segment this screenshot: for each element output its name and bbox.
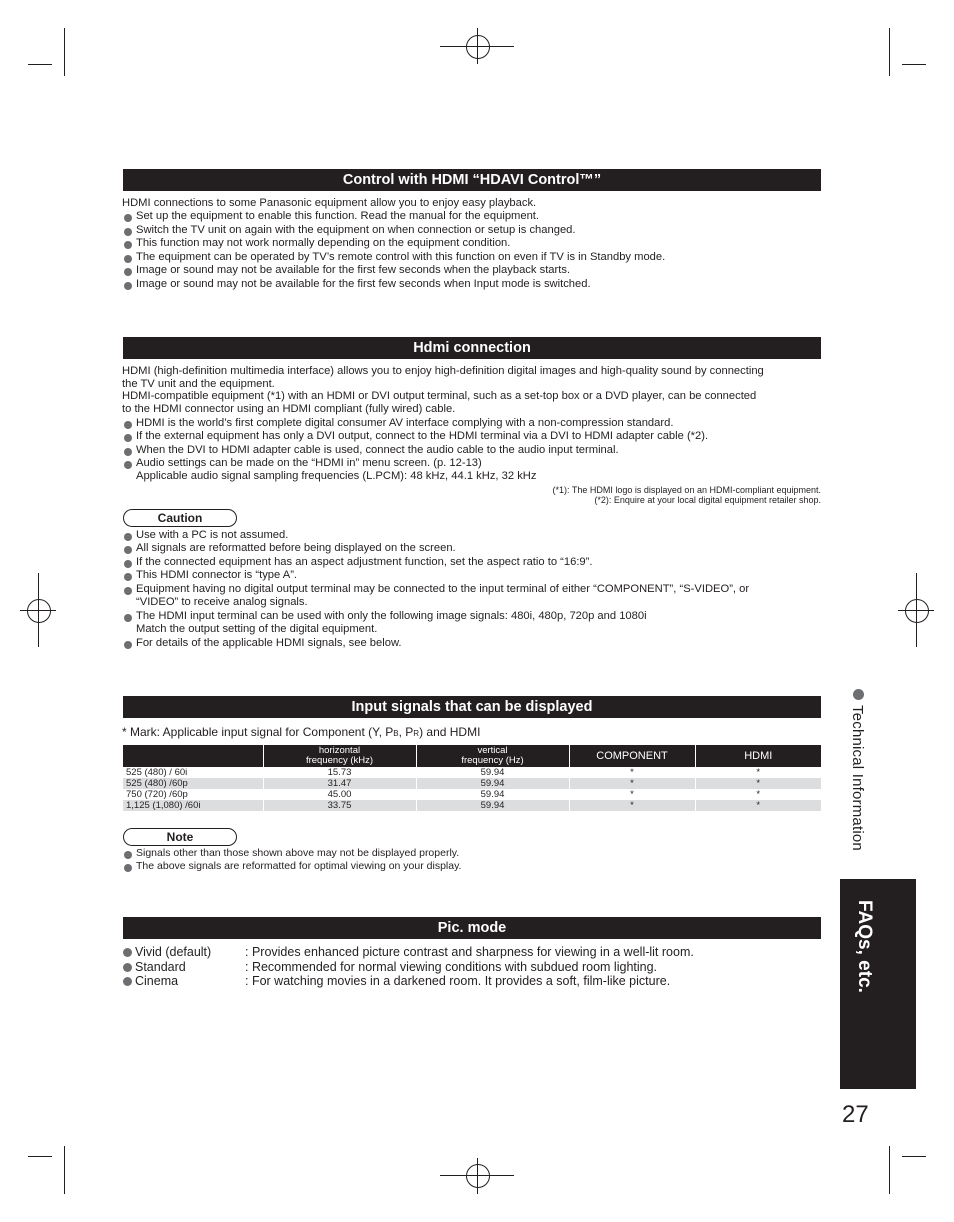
input-signals-table — [123, 745, 821, 811]
header-hdmi: HDMI — [695, 745, 821, 767]
crop-mark — [902, 64, 926, 65]
hdavi-bullet: Set up the equipment to enable this function. Read the manual for the equipment. — [122, 210, 539, 224]
hdavi-bullet: This function may not work normally depending on the equipment condition. — [122, 237, 510, 251]
side-subsection-label: Technical Information — [849, 705, 866, 851]
picmode-desc-vivid: : Provides enhanced picture contrast and sharpness for viewing in a well-lit room. — [245, 945, 694, 959]
section-header-signals: Input signals that can be displayed — [123, 696, 821, 718]
hdmi-para: HDMI (high-definition multimedia interface) allows you to enjoy high-definition digital images and high-quality sound by connecting — [122, 365, 764, 377]
crop-mark — [28, 1156, 52, 1157]
hdmi-bullet: HDMI is the world’s first complete digital consumer AV interface complying with a non-compression standard. — [122, 417, 673, 431]
section-header-hdavi: Control with HDMI “HDAVI Control™” — [123, 169, 821, 191]
caution-label: Caution — [123, 509, 237, 527]
crop-mark — [889, 1146, 890, 1194]
hdmi-bullet: Audio settings can be made on the “HDMI in” menu screen. (p. 12-13) — [122, 457, 482, 471]
picmode-name-cinema: Cinema — [122, 974, 178, 989]
header-vertical-frequency: vertical frequency (Hz) — [416, 745, 569, 767]
component-mark-note: * Mark: Applicable input signal for Component (Y, PB, PR) and HDMI — [122, 725, 481, 739]
picmode-name-standard: Standard — [122, 960, 186, 975]
hdmi-bullet: When the DVI to HDMI adapter cable is used, connect the audio cable to the audio input terminal. — [122, 444, 619, 458]
picmode-desc-standard: : Recommended for normal viewing conditions with subdued room lighting. — [245, 960, 658, 974]
table-row: 750 (720) /60p 45.00 59.94 * * — [123, 789, 821, 800]
table-row: 1,125 (1,080) /60i 33.75 59.94 * * — [123, 800, 821, 811]
hdavi-bullet: Image or sound may not be available for the first few seconds when Input mode is switched. — [122, 278, 591, 292]
caution-bullet: If the connected equipment has an aspect adjustment function, set the aspect ratio to “16:9”. — [122, 556, 592, 570]
hdavi-bullet: Switch the TV unit on again with the equipment on when connection or setup is changed. — [122, 224, 576, 238]
crop-mark — [28, 64, 52, 65]
audio-frequencies: Applicable audio signal sampling frequencies (L.PCM): 48 kHz, 44.1 kHz, 32 kHz — [136, 470, 537, 482]
header-horizontal-frequency: horizontal frequency (kHz) — [263, 745, 416, 767]
hdmi-para: HDMI-compatible equipment (*1) with an HDMI or DVI output terminal, such as a set-top box or a DVD player, can be connected — [122, 390, 757, 402]
hdmi-bullet: If the external equipment has only a DVI output, connect to the HDMI terminal via a DVI to HDMI adapter cable (*2). — [122, 430, 708, 444]
header-signal — [123, 745, 263, 767]
caution-bullet: The HDMI input terminal can be used with only the following image signals: 480i, 480p, 720p and 1080i — [122, 610, 647, 624]
caution-bullet: Use with a PC is not assumed. — [122, 529, 288, 543]
header-component: COMPONENT — [569, 745, 695, 767]
crop-mark — [902, 1156, 926, 1157]
caution-continuation: “VIDEO” to receive analog signals. — [136, 596, 308, 608]
hdmi-para: to the HDMI connector using an HDMI compliant (fully wired) cable. — [122, 403, 456, 415]
hdavi-bullet: The equipment can be operated by TV’s remote control with this function on even if TV is in Standby mode. — [122, 251, 665, 265]
picmode-desc-cinema: : For watching movies in a darkened room. It provides a soft, film-like picture. — [245, 974, 671, 988]
crop-mark — [889, 28, 890, 76]
hdavi-bullet: Image or sound may not be available for the first few seconds when the playback starts. — [122, 264, 570, 278]
caution-bullet: This HDMI connector is “type A”. — [122, 569, 297, 583]
picmode-name-vivid: Vivid (default) — [122, 945, 211, 960]
caution-bullet: For details of the applicable HDMI signals, see below. — [122, 637, 402, 651]
footnote: (*2): Enquire at your local digital equipment retailer shop. — [594, 495, 821, 505]
caution-continuation: Match the output setting of the digital equipment. — [136, 623, 378, 635]
caution-bullet: Equipment having no digital output terminal may be connected to the input terminal of either “COMPONENT”, “S-VIDEO”, or — [122, 583, 749, 597]
chapter-tab-label: FAQs, etc. — [854, 900, 875, 993]
note-bullet: The above signals are reformatted for optimal viewing on your display. — [122, 860, 461, 874]
crop-mark — [64, 28, 65, 76]
table-header-row — [123, 745, 821, 767]
section-header-picmode: Pic. mode — [123, 917, 821, 939]
footnote: (*1): The HDMI logo is displayed on an HDMI-compliant equipment. — [552, 485, 821, 495]
bullet-icon — [853, 689, 864, 700]
chapter-tab — [840, 879, 916, 1089]
hdmi-para: the TV unit and the equipment. — [122, 378, 275, 390]
crop-mark — [64, 1146, 65, 1194]
section-header-hdmi: Hdmi connection — [123, 337, 821, 359]
table-row: 525 (480) /60p 31.47 59.94 * * — [123, 778, 821, 789]
table-row: 525 (480) / 60i 15.73 59.94 * * — [123, 767, 821, 778]
caution-bullet: All signals are reformatted before being displayed on the screen. — [122, 542, 456, 556]
note-label: Note — [123, 828, 237, 846]
hdavi-intro: HDMI connections to some Panasonic equipment allow you to enjoy easy playback. — [122, 197, 537, 209]
note-bullet: Signals other than those shown above may not be displayed properly. — [122, 847, 459, 861]
page-number: 27 — [842, 1101, 869, 1128]
